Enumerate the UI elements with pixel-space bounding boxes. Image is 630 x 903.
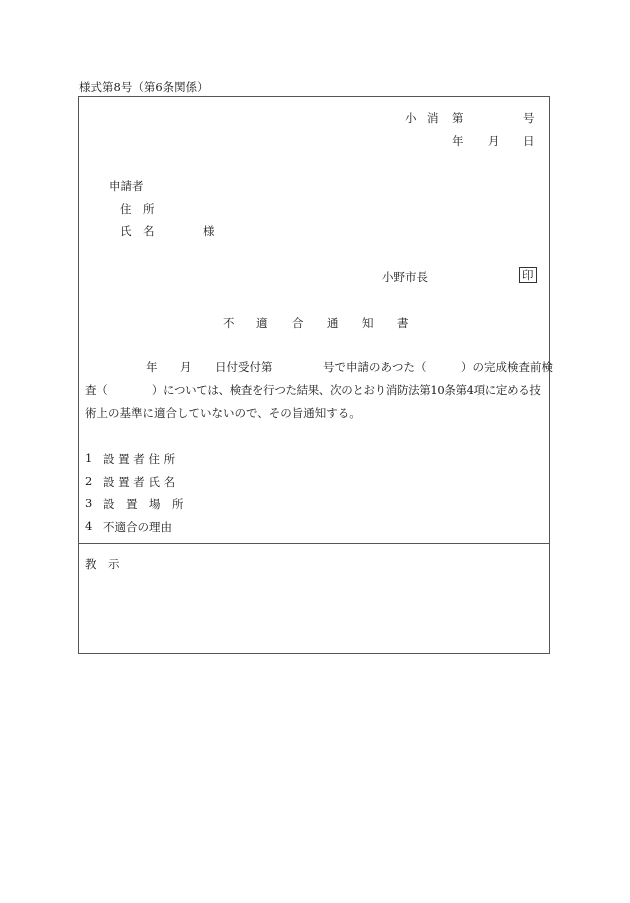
item-label: 設 置 者 住 所	[103, 452, 176, 466]
instruction-divider	[78, 543, 550, 544]
address-label: 住 所	[120, 202, 155, 216]
item-number: 3	[85, 496, 93, 510]
body-line-2: 査（ ）については、検査を行つた結果、次のとおり消防法第10条第4項に定める技	[85, 383, 541, 397]
title-char-1: 不	[223, 316, 235, 330]
instruction-label: 教 示	[85, 557, 120, 571]
date-day-label: 日	[523, 134, 535, 148]
title-char-5: 知	[362, 316, 374, 330]
applicant-label: 申請者	[109, 179, 144, 193]
name-label: 氏 名	[120, 224, 155, 238]
ref-go: 号	[523, 111, 535, 125]
body-received-label: 日付受付第	[215, 360, 273, 374]
body-line-3: 術上の基準に適合していないので、その旨通知する。	[85, 406, 361, 420]
item-number: 4	[85, 519, 93, 533]
title-char-2: 適	[256, 316, 268, 330]
form-number: 様式第8号（第6条関係）	[79, 80, 209, 94]
ref-dept: 消	[427, 111, 439, 125]
issuer-name: 小野市長	[382, 270, 428, 284]
date-month-label: 月	[488, 134, 500, 148]
item-number: 2	[85, 474, 93, 488]
body-year-label: 年	[146, 360, 158, 374]
title-char-3: 合	[292, 316, 304, 330]
honorific: 様	[203, 224, 215, 238]
form-frame	[78, 96, 550, 654]
title-char-4: 通	[327, 316, 339, 330]
date-year-label: 年	[452, 134, 464, 148]
body-line1-rest: 号で申請のあつた（ ）の完成検査前検	[323, 360, 553, 374]
title-char-6: 書	[397, 316, 409, 330]
item-label: 不適合の理由	[103, 520, 172, 534]
ref-prefix: 小	[405, 111, 417, 125]
body-month-label: 月	[180, 360, 192, 374]
item-label: 設 置 場 所	[103, 497, 184, 511]
ref-dai: 第	[452, 111, 464, 125]
item-label: 設 置 者 氏 名	[103, 475, 176, 489]
seal-mark: 印	[519, 267, 537, 283]
item-number: 1	[85, 451, 93, 465]
